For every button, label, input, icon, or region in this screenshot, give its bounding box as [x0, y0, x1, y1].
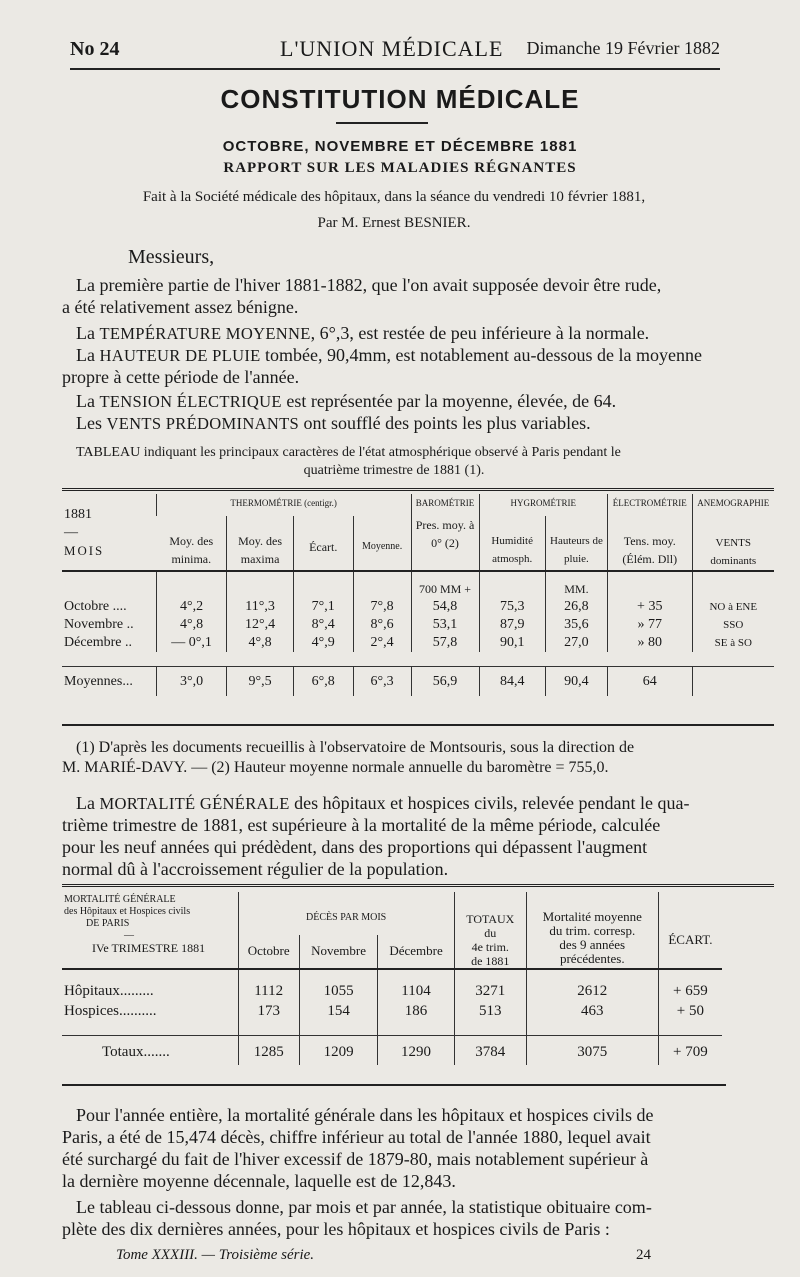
col-moyenne: Moyenne.	[353, 516, 411, 571]
volume-signature: Tome XXXIII. — Troisième série.	[116, 1247, 315, 1263]
footnote-line-2: M. MARIÉ-DAVY. — (2) Hauteur moyenne normale annuelle du baromètre = 755,0.	[62, 759, 609, 776]
group-anemographie: ANEMOGRAPHIE	[692, 494, 774, 516]
paragraph-annee-line-4: la dernière moyenne décennale, laquelle est de 12,843.	[62, 1171, 456, 1191]
group-hygrometrie: HYGROMÉTRIE	[479, 494, 607, 516]
col-vents: VENTS dominants	[692, 516, 774, 571]
title-rule	[336, 122, 428, 124]
paragraph-annee-line-2: Paris, a été de 15,474 décès, chiffre inférieur au total de l'année 1880, lequel avait	[62, 1127, 651, 1147]
paragraph-pluie-line-1: La HAUTEUR DE PLUIE tombée, 90,4mm, est notablement au-dessous de la moyenne	[76, 345, 702, 365]
sheet-number: 24	[636, 1247, 651, 1263]
page-title: CONSTITUTION MÉDICALE	[220, 84, 580, 114]
baro-unit: 700 MM +	[411, 571, 479, 598]
paragraph-mortalite-line-1: La MORTALITÉ GÉNÉRALE des hôpitaux et hospices civils, relevée pendant le qua-	[76, 793, 690, 813]
journal-title: L'UNION MÉDICALE	[280, 36, 504, 61]
table2-top-rule	[62, 884, 774, 887]
table-row-decembre: Décembre .. — 0°,1 4°,8 4°,9 2°,4 57,8 90,1 27,0 » 80 SE à SO	[62, 634, 774, 652]
footnote-line-1: (1) D'après les documents recueillis à l'observatoire de Montsouris, sous la direction de	[76, 739, 635, 756]
table-row-totaux: Totaux....... 1285 1209 1290 3784 3075 + 709	[62, 1035, 722, 1065]
paragraph-vents: Les VENTS PRÉDOMINANTS ont soufflé des points les plus variables.	[76, 413, 591, 433]
table2-bottom-rule	[62, 1084, 726, 1086]
paragraph-tableau-line-1: Le tableau ci-dessous donne, par mois et par année, la statistique obituaire com-	[76, 1197, 652, 1217]
group-thermometrie: THERMOMÉTRIE (centigr.)	[156, 494, 411, 516]
table-row-hospices: Hospices.......... 173 154 186 513 463 + 50	[62, 1003, 722, 1023]
issue-date: Dimanche 19 Février 1882	[526, 38, 720, 58]
running-header	[70, 36, 720, 62]
salutation: Messieurs,	[128, 246, 215, 268]
deces-par-mois-header: DÉCÈS PAR MOIS	[238, 892, 454, 935]
col-minima: Moy. des minima.	[169, 534, 214, 566]
table1-caption-line-1: TABLEAU indiquant les principaux caractères de l'état atmosphérique observé à Paris pendant le	[76, 445, 621, 460]
col-maxima: Moy. des maxima	[227, 516, 293, 571]
table-row-moyennes: Moyennes... 3°,0 9°,5 6°,8 6°,3 56,9 84,4 90,4 64	[62, 666, 774, 696]
col-pluie: Hauteurs de pluie.	[545, 516, 607, 571]
paragraph-annee-line-3: été surchargé du fait de l'hiver excessif de 1879-80, mais notablement supérieur à	[62, 1149, 649, 1169]
paragraph-mortalite-line-4: normal dû à l'accroissement régulier de la population.	[62, 859, 449, 879]
table1-dash: —	[64, 525, 78, 540]
header-rule	[70, 68, 720, 70]
intro-line: Fait à la Société médicale des hôpitaux, dans la séance du vendredi 10 février 1881,	[142, 189, 646, 205]
issue-number: No 24	[70, 38, 120, 60]
table-row-hopitaux: Hôpitaux......... 1112 1055 1104 3271 2612 + 659	[62, 983, 722, 1003]
paragraph-temperature: La TEMPÉRATURE MOYENNE, 6°,3, est restée de peu inférieure à la normale.	[76, 323, 650, 343]
subtitle-months: OCTOBRE, NOVEMBRE ET DÉCEMBRE 1881	[222, 138, 578, 155]
month-novembre: Novembre	[299, 935, 377, 969]
table1-bottom-rule	[62, 724, 774, 726]
col-tension: Tens. moy. (Élém. Dll)	[607, 516, 692, 571]
paragraph-tension: La TENSION ÉLECTRIQUE est représentée par la moyenne, élevée, de 64.	[76, 391, 617, 411]
paragraph-1-line-1: La première partie de l'hiver 1881-1882, que l'on avait supposée devoir être rude,	[76, 275, 662, 295]
paragraph-pluie-line-2: propre à cette période de l'année.	[62, 367, 300, 387]
paragraph-annee-line-1: Pour l'année entière, la mortalité générale dans les hôpitaux et hospices civils de	[76, 1105, 654, 1125]
col-humidite: Humidité atmosph.	[479, 516, 545, 571]
paragraph-tableau-line-2: plète des dix dernières années, pour les hôpitaux et hospices civils de Paris :	[62, 1219, 610, 1239]
table-row-novembre: Novembre .. 4°,8 12°,4 8°,4 8°,6 53,1 87,9 35,6 » 77 SSO	[62, 616, 774, 634]
ecart-header: ÉCART.	[658, 892, 722, 969]
table1-mois-label: MOIS	[64, 544, 105, 558]
table2-header-left: MORTALITÉ GÉNÉRALE des Hôpitaux et Hospices civils DE PARIS — IVe TRIMESTRE 1881	[64, 894, 206, 955]
pluie-unit: MM.	[545, 571, 607, 598]
paragraph-mortalite-line-3: pour les neuf années qui prédèdent, dans des proportions qui dépassent l'augment	[62, 837, 648, 857]
table-row-octobre: Octobre .... 4°,2 11°,3 7°,1 7°,8 54,8 75,3 26,8 + 35 NO à ENE	[62, 598, 774, 616]
month-decembre: Décembre	[378, 935, 455, 969]
subtitle-report: RAPPORT SUR LES MALADIES RÉGNANTES	[223, 160, 577, 176]
author-line: Par M. Ernest BESNIER.	[317, 215, 471, 231]
totaux-header: TOTAUX du 4e trim. de 1881	[454, 892, 526, 969]
table1-top-rule	[62, 488, 774, 491]
month-octobre: Octobre	[238, 935, 299, 969]
col-ecart: Écart.	[293, 516, 353, 571]
mortality-table	[62, 892, 722, 1065]
table1-year: 1881	[64, 507, 92, 522]
group-electrometrie: ÉLECTROMÉTRIE	[607, 494, 692, 516]
paragraph-1-line-2: a été relativement assez bénigne.	[62, 297, 299, 317]
weather-table	[62, 494, 774, 696]
mortalite-moyenne-header: Mortalité moyenne du trim. corresp. des 9 années précédentes.	[526, 892, 658, 969]
paragraph-mortalite-line-2: trième trimestre de 1881, est supérieure à la mortalité de la même période, calculée	[62, 815, 661, 835]
table1-year-cell	[62, 494, 156, 571]
group-barometrie: BAROMÉTRIE	[411, 494, 479, 516]
table1-caption-line-2: quatrième trimestre de 1881 (1).	[303, 463, 485, 478]
col-pression: Pres. moy. à 0° (2)	[411, 516, 479, 571]
